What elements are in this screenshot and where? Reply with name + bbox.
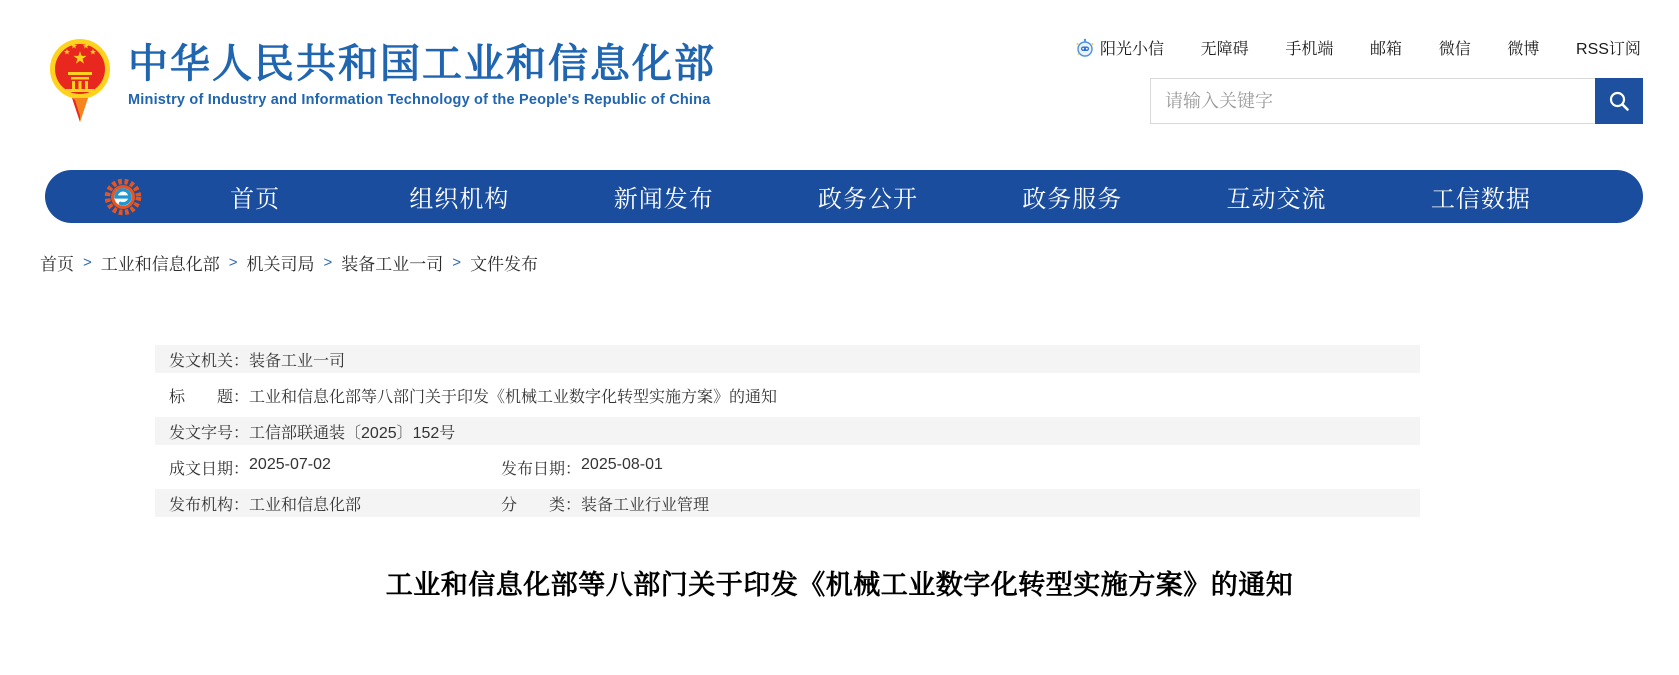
document-meta-table <box>155 345 1420 525</box>
site-logo-home-link[interactable] <box>48 36 716 124</box>
quick-link-mobile[interactable] <box>1285 36 1333 59</box>
quick-link-label: 阳光小信 <box>1100 41 1165 58</box>
meta-label: 发布日期： <box>501 460 582 478</box>
meta-cell <box>169 348 501 371</box>
meta-value: 装备工业一司 <box>249 352 346 370</box>
quick-link-label: 邮箱 <box>1370 41 1403 58</box>
svg-text:★: ★ <box>89 47 97 57</box>
nav-item-home[interactable]: 首页 <box>230 186 281 213</box>
meta-row-document-number <box>155 417 1420 445</box>
breadcrumb <box>40 250 538 275</box>
breadcrumb-separator: > <box>452 254 462 271</box>
quick-link-rss[interactable] <box>1576 36 1641 59</box>
national-emblem-icon <box>48 36 112 124</box>
nav-item-interaction[interactable]: 互动交流 <box>1226 186 1327 213</box>
quick-links <box>1075 36 1641 59</box>
quick-link-accessibility[interactable] <box>1201 36 1249 59</box>
nav-item-gov-services[interactable]: 政务服务 <box>1022 186 1123 213</box>
breadcrumb-separator: > <box>83 254 92 271</box>
svg-text:★: ★ <box>63 47 71 57</box>
quick-link-weibo[interactable] <box>1507 36 1539 59</box>
quick-link-label: 无障碍 <box>1200 41 1249 58</box>
search-input[interactable] <box>1150 78 1595 124</box>
breadcrumb-item-equipment-industry-dept[interactable]: 装备工业一司 <box>341 255 444 274</box>
meta-label: 成文日期： <box>169 460 250 478</box>
meta-label: 分 类： <box>501 496 582 514</box>
meta-cell <box>169 420 455 443</box>
meta-cell <box>501 456 663 479</box>
miit-gear-logo-icon <box>103 177 143 217</box>
breadcrumb-item-document-release[interactable]: 文件发布 <box>470 255 539 274</box>
meta-row-issuing-office <box>155 345 1420 373</box>
breadcrumb-separator: > <box>323 254 333 271</box>
svg-text:★: ★ <box>72 48 88 68</box>
article-title: 工业和信息化部等八部门关于印发《机械工业数字化转型实施方案》的通知 <box>385 570 1294 600</box>
meta-value: 工信部联通装〔2025〕152号 <box>249 424 456 442</box>
meta-label: 发文字号： <box>169 424 250 442</box>
meta-value: 工业和信息化部等八部门关于印发《机械工业数字化转型实施方案》的通知 <box>249 388 778 406</box>
breadcrumb-item-miit[interactable]: 工业和信息化部 <box>100 255 220 274</box>
robot-mascot-icon <box>1075 38 1095 58</box>
quick-link-label: 手机端 <box>1285 41 1334 58</box>
quick-link-label: 微博 <box>1507 41 1540 58</box>
brand-text <box>128 36 716 108</box>
meta-value: 装备工业行业管理 <box>581 496 710 514</box>
meta-label: 发文机关： <box>169 352 250 370</box>
quick-link-sunshine-xiaoxin[interactable] <box>1075 36 1164 59</box>
quick-link-label: 微信 <box>1438 41 1471 58</box>
svg-text:★: ★ <box>70 41 78 51</box>
nav-item-gov-openness[interactable]: 政务公开 <box>817 186 918 213</box>
meta-row-title <box>155 381 1420 409</box>
site-title-cn: 中华人民共和国工业和信息化部 <box>128 42 716 86</box>
meta-label: 发布机构： <box>169 496 250 514</box>
search-bar <box>1150 78 1643 124</box>
main-nav <box>45 170 1643 223</box>
meta-value: 2025-07-02 <box>249 455 331 473</box>
search-button[interactable] <box>1595 78 1643 124</box>
breadcrumb-item-departments[interactable]: 机关司局 <box>246 255 315 274</box>
breadcrumb-separator: > <box>228 254 238 271</box>
meta-cell <box>169 492 501 515</box>
meta-value: 工业和信息化部 <box>249 496 362 514</box>
site-title-en: Ministry of Industry and Information Technology of the People's Republic of China <box>128 92 711 108</box>
nav-item-organization[interactable]: 组织机构 <box>409 186 510 213</box>
nav-item-news[interactable]: 新闻发布 <box>613 186 714 213</box>
quick-link-wechat[interactable] <box>1439 36 1471 59</box>
meta-cell <box>169 384 777 407</box>
meta-value: 2025-08-01 <box>581 455 663 473</box>
search-icon <box>1607 89 1631 113</box>
meta-cell <box>169 456 501 479</box>
quick-link-mail[interactable] <box>1370 36 1402 59</box>
breadcrumb-item-home[interactable]: 首页 <box>40 255 74 274</box>
meta-row-dates <box>155 453 1420 481</box>
quick-link-label: RSS订阅 <box>1576 41 1641 58</box>
meta-cell <box>501 492 709 515</box>
meta-label: 标 题： <box>169 388 250 406</box>
meta-row-publisher-category <box>155 489 1420 517</box>
svg-text:★: ★ <box>82 41 90 51</box>
nav-item-miit-data[interactable]: 工信数据 <box>1430 186 1531 213</box>
